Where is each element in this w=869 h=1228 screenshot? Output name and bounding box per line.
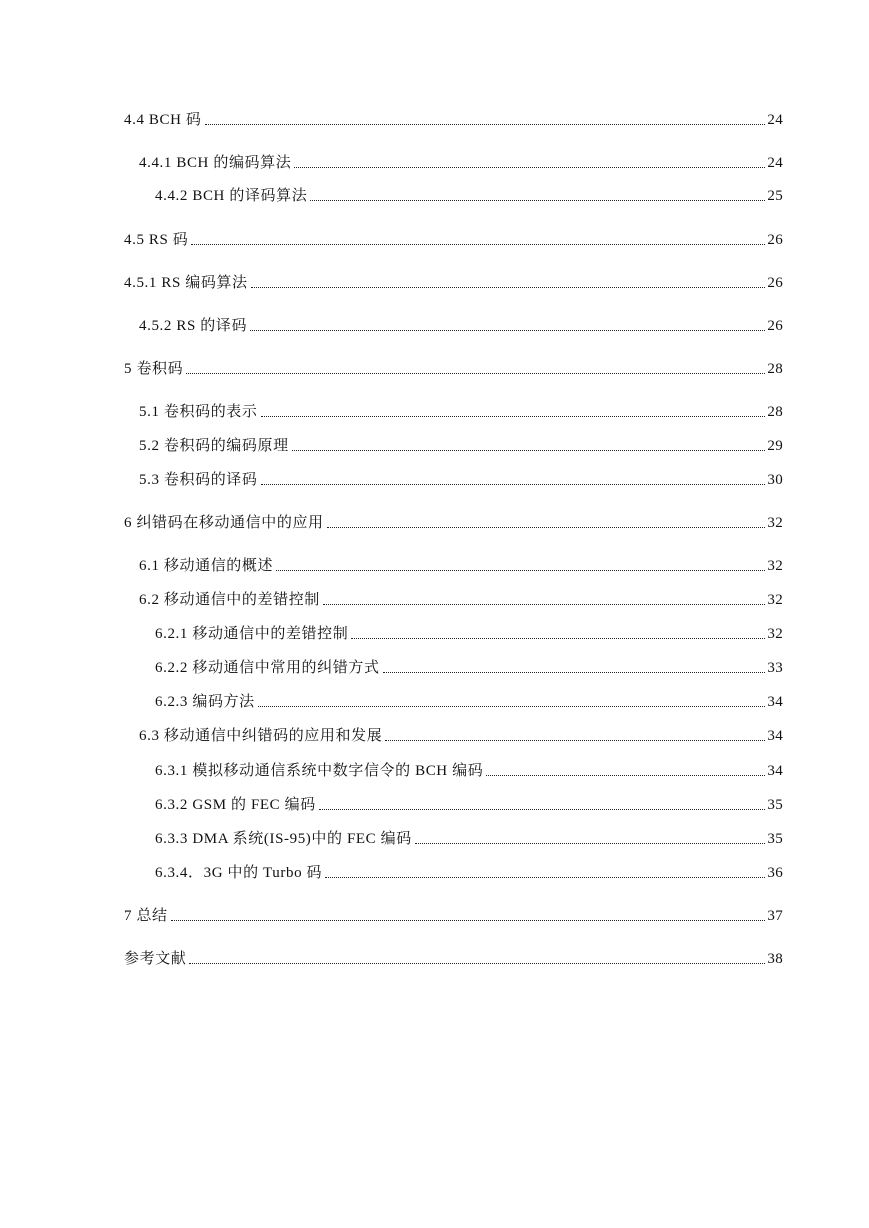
- toc-dot-leader: [261, 484, 766, 485]
- toc-dot-leader: [261, 416, 766, 417]
- toc-dot-leader: [325, 877, 765, 878]
- toc-entry-title: 6.2 移动通信中的差错控制: [139, 592, 320, 608]
- toc-entry[interactable]: [155, 761, 783, 781]
- toc-entry-title: 4.5.1 RS 编码算法: [124, 275, 248, 291]
- toc-entry[interactable]: [139, 470, 783, 490]
- toc-entry-title: 4.5 RS 码: [124, 232, 189, 248]
- toc-entry[interactable]: [139, 153, 783, 173]
- toc-entry-page: 35: [767, 797, 783, 813]
- toc-entry[interactable]: [139, 556, 783, 576]
- toc-entry-page: 32: [767, 626, 783, 642]
- toc-entry[interactable]: [155, 795, 783, 815]
- toc-dot-leader: [258, 706, 766, 707]
- toc-entry-title: 4.4.2 BCH 的译码算法: [155, 188, 308, 204]
- toc-entry[interactable]: [139, 590, 783, 610]
- toc-entry[interactable]: [124, 949, 783, 969]
- toc-dot-leader: [205, 124, 766, 125]
- toc-entry-title: 6.2.3 编码方法: [155, 694, 255, 710]
- toc-entry-title: 6.3.3 DMA 系统(IS-95)中的 FEC 编码: [155, 831, 412, 847]
- toc-dot-leader: [294, 167, 765, 168]
- toc-dot-leader: [327, 527, 766, 528]
- toc-entry-title: 5.3 卷积码的译码: [139, 472, 258, 488]
- toc-entry-page: 37: [767, 908, 783, 924]
- toc-entry-title: 6.2.2 移动通信中常用的纠错方式: [155, 660, 380, 676]
- toc-entry-page: 30: [767, 472, 783, 488]
- toc-dot-leader: [415, 843, 766, 844]
- toc-entry-title: 6.3.1 模拟移动通信系统中数字信令的 BCH 编码: [155, 763, 484, 779]
- toc-entry[interactable]: [124, 906, 783, 926]
- toc-entry-page: 34: [767, 694, 783, 710]
- toc-entry-page: 32: [767, 558, 783, 574]
- toc-entry[interactable]: [155, 863, 783, 883]
- toc-entry-page: 28: [767, 361, 783, 377]
- toc-entry-title: 5.2 卷积码的编码原理: [139, 438, 289, 454]
- toc-entry-page: 32: [767, 592, 783, 608]
- toc-entry-title: 7 总结: [124, 908, 168, 924]
- toc-dot-leader: [486, 775, 765, 776]
- toc-entry-page: 34: [767, 763, 783, 779]
- toc-entry-page: 26: [767, 275, 783, 291]
- toc-entry-title: 5.1 卷积码的表示: [139, 404, 258, 420]
- toc-entry-page: 34: [767, 728, 783, 744]
- toc-dot-leader: [250, 330, 765, 331]
- toc-dot-leader: [292, 450, 766, 451]
- toc-dot-leader: [186, 373, 765, 374]
- toc-entry-page: 32: [767, 515, 783, 531]
- toc-entry-page: 25: [767, 188, 783, 204]
- toc-entry-page: 33: [767, 660, 783, 676]
- toc-entry-title: 6.3 移动通信中纠错码的应用和发展: [139, 728, 383, 744]
- toc-entry[interactable]: [155, 186, 783, 206]
- toc-dot-leader: [351, 638, 765, 639]
- toc-entry[interactable]: [155, 692, 783, 712]
- toc-entry-page: 26: [767, 232, 783, 248]
- toc-entry[interactable]: [124, 110, 783, 130]
- toc-entry-title: 4.5.2 RS 的译码: [139, 318, 248, 334]
- toc-entry-title: 6 纠错码在移动通信中的应用: [124, 515, 324, 531]
- toc-entry-title: 参考文献: [124, 951, 187, 967]
- toc-dot-leader: [383, 672, 766, 673]
- toc-dot-leader: [251, 287, 766, 288]
- toc-entry-page: 38: [767, 951, 783, 967]
- toc-entry-page: 29: [767, 438, 783, 454]
- toc-dot-leader: [385, 740, 765, 741]
- toc-entry[interactable]: [155, 658, 783, 678]
- toc-entry[interactable]: [155, 624, 783, 644]
- toc-entry-page: 26: [767, 318, 783, 334]
- toc-dot-leader: [276, 570, 765, 571]
- toc-entry-title: 4.4.1 BCH 的编码算法: [139, 155, 292, 171]
- toc-entry-page: 35: [767, 831, 783, 847]
- toc-dot-leader: [189, 963, 765, 964]
- toc-entry[interactable]: [124, 359, 783, 379]
- toc-entry-title: 6.2.1 移动通信中的差错控制: [155, 626, 349, 642]
- toc-entry[interactable]: [124, 273, 783, 293]
- toc-entry-title: 4.4 BCH 码: [124, 112, 202, 128]
- toc-entry[interactable]: [139, 402, 783, 422]
- toc-entry-title: 6.3.4．3G 中的 Turbo 码: [155, 865, 323, 881]
- toc-entry[interactable]: [124, 513, 783, 533]
- toc-entry[interactable]: [155, 829, 783, 849]
- toc-dot-leader: [310, 200, 765, 201]
- toc-dot-leader: [171, 920, 766, 921]
- toc-entry-title: 6.1 移动通信的概述: [139, 558, 274, 574]
- toc-dot-leader: [319, 809, 766, 810]
- toc-dot-leader: [323, 604, 765, 605]
- toc-entry-page: 24: [767, 112, 783, 128]
- toc-entry-title: 6.3.2 GSM 的 FEC 编码: [155, 797, 316, 813]
- toc-entry-page: 28: [767, 404, 783, 420]
- toc-dot-leader: [191, 244, 765, 245]
- toc-entry-page: 24: [767, 155, 783, 171]
- toc-entry[interactable]: [139, 316, 783, 336]
- toc-entry[interactable]: [139, 726, 783, 746]
- toc-entry[interactable]: [139, 436, 783, 456]
- toc-entry-page: 36: [767, 865, 783, 881]
- toc-entry[interactable]: [124, 230, 783, 250]
- toc-entry-title: 5 卷积码: [124, 361, 184, 377]
